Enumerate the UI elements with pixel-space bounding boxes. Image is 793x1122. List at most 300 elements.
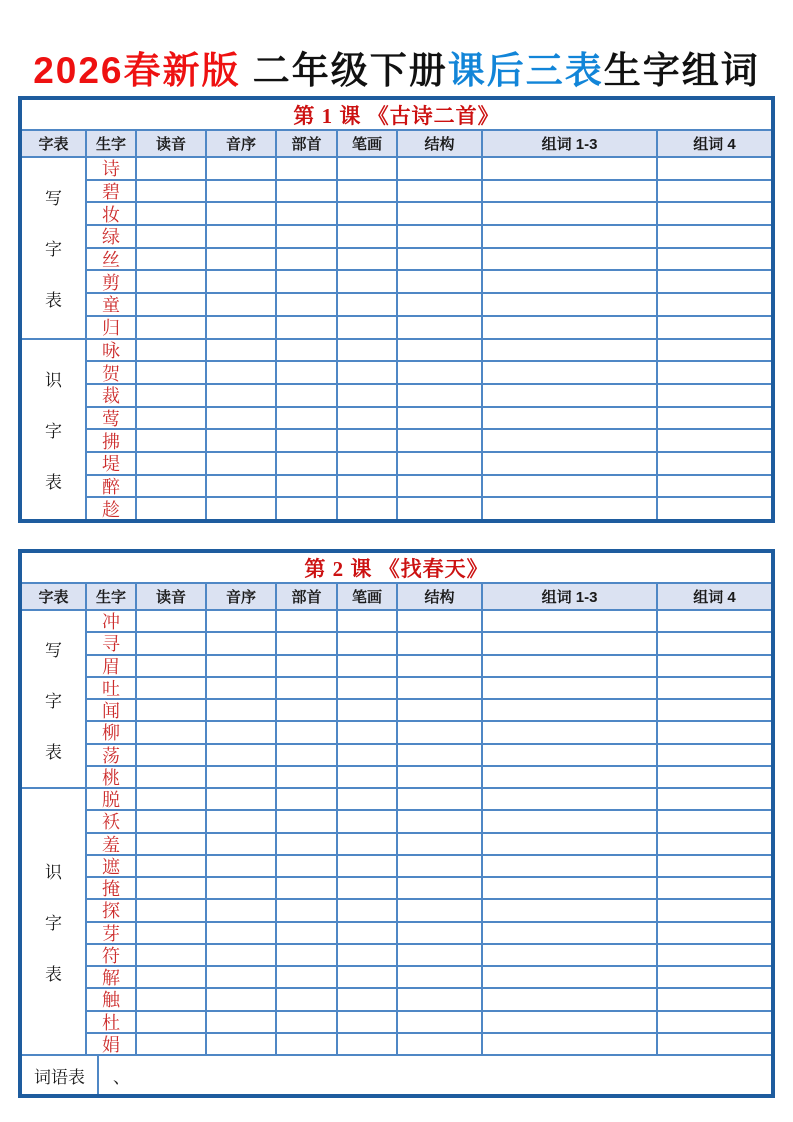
empty-cell [277, 945, 338, 965]
table-row [87, 294, 771, 317]
column-header: 组词 4 [693, 589, 736, 606]
empty-cell [137, 430, 207, 451]
empty-cell [137, 722, 207, 742]
char-cell: 贺 [87, 362, 137, 383]
empty-cell [207, 900, 277, 920]
empty-cell [483, 249, 658, 270]
empty-cell [207, 722, 277, 742]
empty-cell [137, 226, 207, 247]
empty-cell [277, 722, 338, 742]
empty-cell [277, 656, 338, 676]
empty-cell [398, 745, 483, 765]
empty-cell [483, 745, 658, 765]
empty-cell [338, 430, 398, 451]
char-cell: 堤 [87, 453, 137, 474]
char-cell: 归 [87, 317, 137, 338]
table-row [87, 498, 771, 519]
empty-cell [398, 408, 483, 429]
empty-cell [207, 226, 277, 247]
empty-cell [207, 1012, 277, 1032]
empty-cell [658, 226, 771, 247]
empty-cell [483, 656, 658, 676]
table-row [87, 340, 771, 363]
empty-cell [137, 834, 207, 854]
empty-cell [658, 408, 771, 429]
empty-cell [483, 678, 658, 698]
empty-cell [483, 834, 658, 854]
page-title-part: 2026春新版 [33, 50, 241, 91]
empty-cell [483, 633, 658, 653]
empty-cell [137, 249, 207, 270]
table-row [87, 811, 771, 833]
empty-cell [338, 722, 398, 742]
empty-cell [207, 294, 277, 315]
empty-cell [137, 700, 207, 720]
table-title: 第 2 课 《找春天》 [22, 553, 771, 584]
empty-cell [137, 678, 207, 698]
empty-cell [207, 633, 277, 653]
empty-cell [277, 385, 338, 406]
empty-cell [658, 249, 771, 270]
empty-cell [398, 294, 483, 315]
empty-cell [207, 945, 277, 965]
empty-cell [277, 856, 338, 876]
char-cell: 闻 [87, 700, 137, 720]
char-cell: 丝 [87, 249, 137, 270]
empty-cell [658, 203, 771, 224]
empty-cell [398, 767, 483, 787]
group-label [22, 611, 87, 787]
empty-cell [658, 362, 771, 383]
empty-cell [277, 900, 338, 920]
empty-cell [398, 226, 483, 247]
empty-cell [398, 811, 483, 831]
table-lesson-2 [18, 549, 775, 1098]
empty-cell [207, 385, 277, 406]
empty-cell [277, 811, 338, 831]
char-cell: 冲 [87, 611, 137, 631]
empty-cell [207, 1034, 277, 1054]
words-table-content: 、 [113, 1067, 130, 1087]
empty-cell [483, 1034, 658, 1054]
table-row [87, 249, 771, 272]
group-label-char: 识 [45, 370, 62, 390]
empty-cell [338, 476, 398, 497]
char-cell: 触 [87, 989, 137, 1009]
empty-cell [137, 856, 207, 876]
empty-cell [398, 430, 483, 451]
empty-cell [277, 362, 338, 383]
char-cell: 探 [87, 900, 137, 920]
empty-cell [207, 362, 277, 383]
char-cell: 裁 [87, 385, 137, 406]
char-group [22, 611, 771, 789]
empty-cell [137, 900, 207, 920]
group-label-char: 字 [45, 240, 62, 260]
empty-cell [658, 158, 771, 179]
empty-cell [207, 271, 277, 292]
empty-cell [277, 767, 338, 787]
empty-cell [483, 989, 658, 1009]
table-lesson-1 [18, 96, 775, 523]
char-cell: 莺 [87, 408, 137, 429]
empty-cell [338, 1012, 398, 1032]
empty-cell [207, 181, 277, 202]
char-cell: 柳 [87, 722, 137, 742]
empty-cell [658, 476, 771, 497]
empty-cell [483, 294, 658, 315]
empty-cell [277, 678, 338, 698]
empty-cell [137, 271, 207, 292]
table-row [87, 476, 771, 499]
empty-cell [277, 834, 338, 854]
empty-cell [398, 633, 483, 653]
empty-cell [207, 811, 277, 831]
empty-cell [338, 203, 398, 224]
empty-cell [338, 789, 398, 809]
empty-cell [207, 408, 277, 429]
empty-cell [398, 1012, 483, 1032]
empty-cell [338, 181, 398, 202]
column-header: 部首 [277, 131, 338, 156]
empty-cell [658, 633, 771, 653]
empty-cell [658, 181, 771, 202]
empty-cell [338, 633, 398, 653]
empty-cell [137, 967, 207, 987]
empty-cell [483, 923, 658, 943]
empty-cell [338, 317, 398, 338]
empty-cell [137, 767, 207, 787]
empty-cell [658, 923, 771, 943]
table-body [22, 158, 771, 519]
empty-cell [398, 678, 483, 698]
empty-cell [338, 249, 398, 270]
empty-cell [338, 856, 398, 876]
empty-cell [277, 989, 338, 1009]
table-row [87, 633, 771, 655]
char-cell: 醉 [87, 476, 137, 497]
char-cell: 碧 [87, 181, 137, 202]
empty-cell [137, 476, 207, 497]
empty-cell [338, 340, 398, 361]
empty-cell [398, 181, 483, 202]
empty-cell [338, 498, 398, 519]
table-row [87, 158, 771, 181]
empty-cell [483, 362, 658, 383]
empty-cell [658, 811, 771, 831]
table-row [87, 611, 771, 633]
empty-cell [338, 656, 398, 676]
empty-cell [338, 767, 398, 787]
empty-cell [398, 203, 483, 224]
empty-cell [483, 1012, 658, 1032]
table-row [87, 226, 771, 249]
char-cell: 羞 [87, 834, 137, 854]
empty-cell [398, 967, 483, 987]
empty-cell [137, 340, 207, 361]
empty-cell [483, 900, 658, 920]
page-title-part: 二年级下册 [240, 50, 448, 91]
table-row [87, 362, 771, 385]
empty-cell [277, 226, 338, 247]
empty-cell [483, 789, 658, 809]
group-label-char: 写 [45, 189, 62, 209]
char-group [22, 789, 771, 1054]
empty-cell [658, 1034, 771, 1054]
table-title: 第 1 课 《古诗二首》 [22, 100, 771, 131]
char-cell: 寻 [87, 633, 137, 653]
empty-cell [483, 767, 658, 787]
empty-cell [277, 700, 338, 720]
table-row [87, 789, 771, 811]
table-row [87, 878, 771, 900]
empty-cell [398, 271, 483, 292]
table-row [87, 900, 771, 922]
empty-cell [137, 294, 207, 315]
empty-cell [137, 181, 207, 202]
empty-cell [483, 408, 658, 429]
group-label-char: 字 [45, 421, 62, 441]
table-row [87, 945, 771, 967]
empty-cell [137, 633, 207, 653]
empty-cell [137, 923, 207, 943]
char-group [22, 340, 771, 520]
empty-cell [338, 385, 398, 406]
empty-cell [658, 453, 771, 474]
empty-cell [137, 453, 207, 474]
empty-cell [277, 181, 338, 202]
group-label [22, 789, 87, 1054]
empty-cell [137, 811, 207, 831]
empty-cell [338, 745, 398, 765]
char-cell: 符 [87, 945, 137, 965]
table-row [87, 453, 771, 476]
empty-cell [338, 271, 398, 292]
empty-cell [207, 878, 277, 898]
column-header: 生字 [87, 584, 137, 609]
empty-cell [483, 611, 658, 631]
empty-cell [398, 453, 483, 474]
empty-cell [398, 989, 483, 1009]
empty-cell [483, 385, 658, 406]
empty-cell [398, 900, 483, 920]
column-header: 音序 [207, 584, 277, 609]
column-header: 结构 [398, 584, 483, 609]
empty-cell [398, 656, 483, 676]
empty-cell [277, 967, 338, 987]
char-cell: 解 [87, 967, 137, 987]
empty-cell [658, 340, 771, 361]
empty-cell [658, 878, 771, 898]
empty-cell [207, 498, 277, 519]
column-header: 生字 [87, 131, 137, 156]
empty-cell [207, 767, 277, 787]
column-header: 音序 [207, 131, 277, 156]
table-row [87, 385, 771, 408]
group-label-char: 字 [45, 691, 62, 711]
empty-cell [137, 498, 207, 519]
table-row [87, 656, 771, 678]
table-row [87, 408, 771, 431]
column-header: 读音 [137, 131, 207, 156]
empty-cell [483, 203, 658, 224]
column-header: 部首 [277, 584, 338, 609]
empty-cell [483, 453, 658, 474]
char-cell: 掩 [87, 878, 137, 898]
empty-cell [483, 430, 658, 451]
group-label [22, 340, 87, 520]
group-label-char: 表 [45, 965, 62, 985]
char-cell: 杜 [87, 1012, 137, 1032]
char-cell: 趁 [87, 498, 137, 519]
empty-cell [658, 656, 771, 676]
column-header: 笔画 [338, 584, 398, 609]
empty-cell [207, 834, 277, 854]
empty-cell [398, 317, 483, 338]
empty-cell [207, 453, 277, 474]
empty-cell [398, 945, 483, 965]
char-cell: 咏 [87, 340, 137, 361]
empty-cell [207, 989, 277, 1009]
char-cell: 荡 [87, 745, 137, 765]
char-cell: 芽 [87, 923, 137, 943]
empty-cell [207, 923, 277, 943]
empty-cell [658, 767, 771, 787]
char-cell: 袄 [87, 811, 137, 831]
group-label-char: 表 [45, 291, 62, 311]
empty-cell [658, 678, 771, 698]
empty-cell [338, 967, 398, 987]
empty-cell [277, 203, 338, 224]
empty-cell [483, 181, 658, 202]
empty-cell [483, 226, 658, 247]
empty-cell [483, 967, 658, 987]
table-row [87, 203, 771, 226]
table-row [87, 181, 771, 204]
empty-cell [398, 498, 483, 519]
empty-cell [137, 789, 207, 809]
empty-cell [658, 317, 771, 338]
empty-cell [398, 476, 483, 497]
table-row [87, 767, 771, 787]
table-row [87, 989, 771, 1011]
empty-cell [398, 249, 483, 270]
column-header: 组词 1-3 [483, 131, 658, 156]
empty-cell [137, 408, 207, 429]
empty-cell [137, 745, 207, 765]
column-header: 字表 [22, 131, 87, 156]
char-cell: 脱 [87, 789, 137, 809]
empty-cell [137, 203, 207, 224]
empty-cell [207, 158, 277, 179]
empty-cell [338, 408, 398, 429]
empty-cell [277, 249, 338, 270]
empty-cell [483, 722, 658, 742]
empty-cell [207, 789, 277, 809]
empty-cell [137, 385, 207, 406]
empty-cell [483, 271, 658, 292]
empty-cell [277, 408, 338, 429]
group-label-char: 识 [45, 863, 62, 883]
char-cell: 妆 [87, 203, 137, 224]
empty-cell [658, 789, 771, 809]
empty-cell [338, 989, 398, 1009]
empty-cell [137, 878, 207, 898]
empty-cell [277, 878, 338, 898]
empty-cell [658, 700, 771, 720]
page-title-part: 课后三表 [447, 50, 604, 91]
empty-cell [207, 700, 277, 720]
empty-cell [137, 989, 207, 1009]
empty-cell [137, 656, 207, 676]
empty-cell [207, 856, 277, 876]
empty-cell [658, 745, 771, 765]
table-row [87, 317, 771, 338]
char-cell: 剪 [87, 271, 137, 292]
empty-cell [483, 811, 658, 831]
empty-cell [398, 1034, 483, 1054]
empty-cell [483, 476, 658, 497]
table-row [87, 1034, 771, 1054]
empty-cell [207, 340, 277, 361]
empty-cell [338, 900, 398, 920]
empty-cell [338, 811, 398, 831]
char-group [22, 158, 771, 340]
empty-cell [338, 945, 398, 965]
table-row [87, 1012, 771, 1034]
empty-cell [398, 856, 483, 876]
empty-cell [137, 945, 207, 965]
empty-cell [207, 476, 277, 497]
empty-cell [658, 430, 771, 451]
empty-cell [658, 945, 771, 965]
empty-cell [277, 271, 338, 292]
empty-cell [398, 362, 483, 383]
empty-cell [277, 498, 338, 519]
table-row [87, 678, 771, 700]
empty-cell [277, 923, 338, 943]
empty-cell [207, 967, 277, 987]
empty-cell [207, 611, 277, 631]
char-cell: 遮 [87, 856, 137, 876]
column-header: 组词 4 [693, 136, 736, 153]
empty-cell [483, 317, 658, 338]
empty-cell [207, 249, 277, 270]
column-header-row [22, 584, 771, 611]
empty-cell [277, 1034, 338, 1054]
empty-cell [277, 611, 338, 631]
empty-cell [658, 967, 771, 987]
empty-cell [338, 878, 398, 898]
words-table-row [22, 1054, 771, 1094]
empty-cell [277, 453, 338, 474]
empty-cell [338, 1034, 398, 1054]
page-title [0, 40, 793, 94]
empty-cell [137, 1012, 207, 1032]
char-cell: 娟 [87, 1034, 137, 1054]
column-header: 组词 1-3 [483, 584, 658, 609]
char-cell: 桃 [87, 767, 137, 787]
table-body [22, 611, 771, 1054]
empty-cell [338, 362, 398, 383]
char-cell: 眉 [87, 656, 137, 676]
group-label-char: 表 [45, 742, 62, 762]
group-label-char: 写 [45, 640, 62, 660]
empty-cell [658, 498, 771, 519]
column-header: 结构 [398, 131, 483, 156]
empty-cell [137, 158, 207, 179]
empty-cell [338, 611, 398, 631]
